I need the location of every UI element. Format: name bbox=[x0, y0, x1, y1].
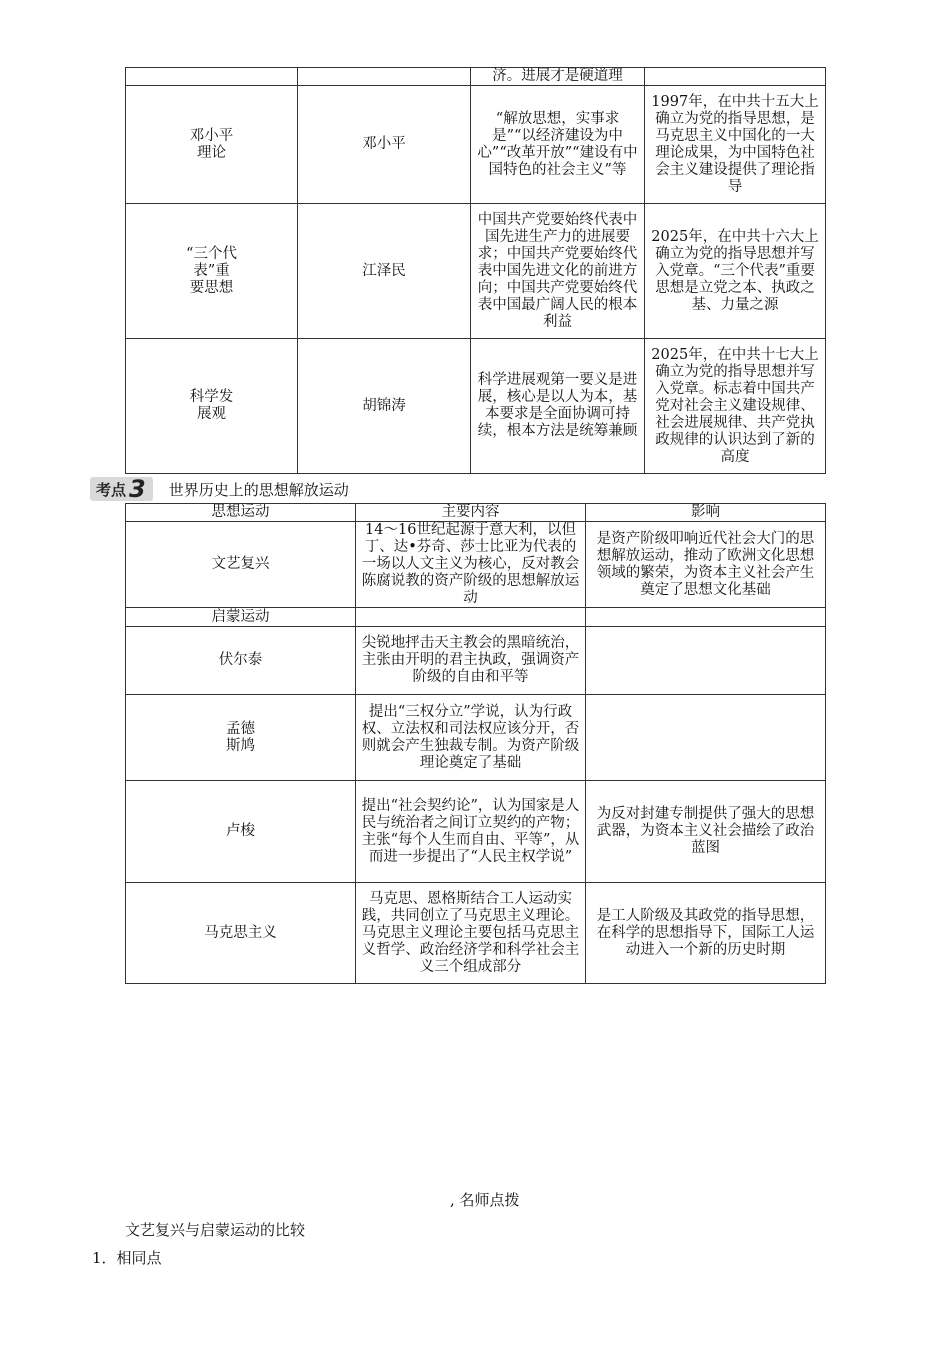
tips-item: 1．相同点 bbox=[92, 1249, 162, 1267]
table-row bbox=[126, 781, 826, 883]
movement-name: 孟德 斯鸠 bbox=[126, 695, 356, 781]
movement-impact bbox=[586, 608, 826, 627]
table-row bbox=[126, 627, 826, 695]
theory-table bbox=[125, 67, 826, 474]
table-row bbox=[126, 608, 826, 627]
theory-person bbox=[298, 68, 471, 86]
movement-content: 马克思、恩格斯结合工人运动实践，共同创立了马克思主义理论。马克思主义理论主要包括马克思主义哲学、政治经济学和科学社会主义三个组成部分 bbox=[356, 883, 586, 984]
movement-content: 14～16世纪起源于意大利，以但丁、达•芬奇、莎士比亚为代表的一场以人文主义为核心，反对教会陈腐说教的资产阶级的思想解放运动 bbox=[356, 522, 586, 608]
movement-impact bbox=[586, 627, 826, 695]
theory-status: 2025年，在中共十六大上确立为党的指导思想并写入党章。“三个代表”重要思想是立党之本、执政之基、力量之源 bbox=[645, 204, 826, 339]
table-row bbox=[126, 204, 826, 339]
movement-impact bbox=[586, 695, 826, 781]
theory-person: 江泽民 bbox=[298, 204, 471, 339]
movement-content: 提出“社会契约论”，认为国家是人民与统治者之间订立契约的产物；主张“每个人生而自由、平等”，从而进一步提出了“人民主权学说” bbox=[356, 781, 586, 883]
theory-name: 邓小平 理论 bbox=[126, 86, 298, 204]
section-title: 世界历史上的思想解放运动 bbox=[168, 480, 349, 499]
section-heading bbox=[90, 476, 349, 502]
theory-status bbox=[645, 68, 826, 86]
movement-name: 启蒙运动 bbox=[126, 608, 356, 627]
movement-table bbox=[125, 503, 826, 984]
movement-name: 马克思主义 bbox=[126, 883, 356, 984]
table-row bbox=[126, 883, 826, 984]
movement-name: 卢梭 bbox=[126, 781, 356, 883]
movement-impact: 是资产阶级叩响近代社会大门的思想解放运动，推动了欧洲文化思想领域的繁荣，为资本主义社会产生奠定了思想文化基础 bbox=[586, 522, 826, 608]
theory-name: “三个代 表”重 要思想 bbox=[126, 204, 298, 339]
table-row bbox=[126, 68, 826, 86]
movement-content: 尖锐地抨击天主教会的黑暗统治，主张由开明的君主执政，强调资产阶级的自由和平等 bbox=[356, 627, 586, 695]
table-row bbox=[126, 695, 826, 781]
theory-content: 济。进展才是硬道理 bbox=[471, 68, 645, 86]
tips-subtitle: 文艺复兴与启蒙运动的比较 bbox=[125, 1221, 306, 1239]
movement-name: 伏尔泰 bbox=[126, 627, 356, 695]
column-header: 影响 bbox=[586, 504, 826, 522]
theory-person: 胡锦涛 bbox=[298, 339, 471, 474]
section-badge bbox=[90, 477, 153, 501]
column-header: 主要内容 bbox=[356, 504, 586, 522]
theory-name: 科学发 展观 bbox=[126, 339, 298, 474]
table-header-row bbox=[126, 504, 826, 522]
theory-person: 邓小平 bbox=[298, 86, 471, 204]
movement-impact: 为反对封建专制提供了强大的思想武器，为资本主义社会描绘了政治蓝图 bbox=[586, 781, 826, 883]
table-row bbox=[126, 86, 826, 204]
theory-content: “解放思想，实事求是”“以经济建设为中心”“改革开放”“建设有中国特色的社会主义”等 bbox=[471, 86, 645, 204]
theory-status: 2025年，在中共十七大上确立为党的指导思想并写入党章。标志着中国共产党对社会主义建设规律、社会进展规律、共产党执政规律的认识达到了新的高度 bbox=[645, 339, 826, 474]
section-badge-number: 3 bbox=[129, 475, 146, 503]
movement-name: 文艺复兴 bbox=[126, 522, 356, 608]
table-row bbox=[126, 339, 826, 474]
theory-content: 科学进展观第一要义是进展，核心是以人为本，基本要求是全面协调可持续，根本方法是统筹兼顾 bbox=[471, 339, 645, 474]
theory-name bbox=[126, 68, 298, 86]
column-header: 思想运动 bbox=[126, 504, 356, 522]
movement-content bbox=[356, 608, 586, 627]
movement-content: 提出“三权分立”学说，认为行政权、立法权和司法权应该分开，否则就会产生独裁专制。为资产阶级理论奠定了基础 bbox=[356, 695, 586, 781]
table-row bbox=[126, 522, 826, 608]
theory-status: 1997年，在中共十五大上确立为党的指导思想，是马克思主义中国化的一大理论成果，为中国特色社会主义建设提供了理论指导 bbox=[645, 86, 826, 204]
movement-impact: 是工人阶级及其政党的指导思想，在科学的思想指导下，国际工人运动进入一个新的历史时期 bbox=[586, 883, 826, 984]
section-badge-label: 考点 bbox=[96, 481, 127, 499]
theory-content: 中国共产党要始终代表中国先进生产力的进展要求；中国共产党要始终代表中国先进文化的前进方向；中国共产党要始终代表中国最广阔人民的根本利益 bbox=[471, 204, 645, 339]
tips-heading: , 名师点拨 bbox=[450, 1191, 520, 1209]
